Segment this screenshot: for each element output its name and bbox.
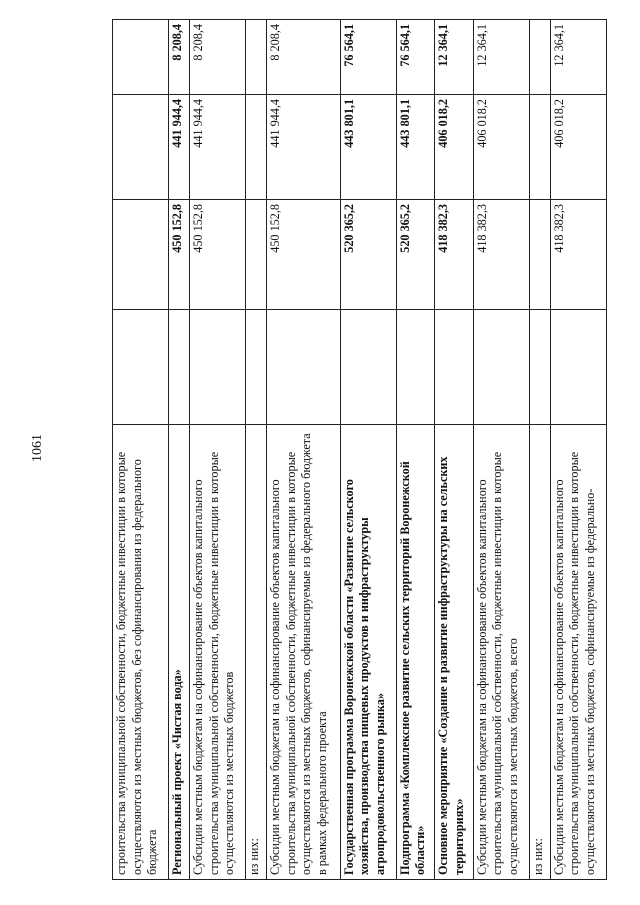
- table-row: [396, 20, 435, 880]
- value-1-cell: [113, 200, 169, 310]
- value-2-cell: 443 801,1: [396, 95, 435, 200]
- row-name-cell: Подпрограмма «Комплексное развитие сельских территорий Воронежской области»: [396, 425, 435, 880]
- row-name-cell: строительства муниципальной собственности, бюджетные инвестиции в которые осуществляются из местных бюджетов, без софинансирования из федерального бюджета: [113, 425, 169, 880]
- rotated-table-frame: [112, 20, 607, 880]
- table-row: [529, 20, 550, 880]
- value-3-cell: 8 208,4: [267, 20, 341, 95]
- value-1-cell: 520 365,2: [396, 200, 435, 310]
- value-3-cell: 76 564,1: [340, 20, 396, 95]
- table-row: [169, 20, 190, 880]
- row-name-cell: Субсидии местным бюджетам на софинансирование объектов капитального строительства муниципальной собственности, бюджетные инвестиции в которые осуществляются из местных бюджетов, софинансируемые из федерального бюджета в рамках федерального проекта: [267, 425, 341, 880]
- empty-cell: [529, 310, 550, 425]
- value-2-cell: 443 801,1: [340, 95, 396, 200]
- value-2-cell: 406 018,2: [550, 95, 606, 200]
- value-3-cell: [529, 20, 550, 95]
- value-1-cell: [529, 200, 550, 310]
- value-1-cell: 450 152,8: [267, 200, 341, 310]
- row-name-cell: Государственная программа Воронежской области «Развитие сельского хозяйства, производства пищевых продуктов и инфраструктуры агропродовольственного рынка»: [340, 425, 396, 880]
- empty-cell: [169, 310, 190, 425]
- value-1-cell: 418 382,3: [473, 200, 529, 310]
- row-name-cell: Субсидии местным бюджетам на софинансирование объектов капитального строительства муниципальной собственности, бюджетные инвестиции в которые осуществляются из местных бюджетов, всего: [473, 425, 529, 880]
- empty-cell: [550, 310, 606, 425]
- value-3-cell: 12 364,1: [435, 20, 474, 95]
- empty-cell: [267, 310, 341, 425]
- value-2-cell: 406 018,2: [473, 95, 529, 200]
- value-1-cell: 450 152,8: [190, 200, 246, 310]
- page-number: 1061: [30, 434, 45, 462]
- row-name-cell: Основное мероприятие «Создание и развитие инфраструктуры на сельских территориях»: [435, 425, 474, 880]
- table-row: [435, 20, 474, 880]
- value-3-cell: 12 364,1: [550, 20, 606, 95]
- value-1-cell: 418 382,3: [435, 200, 474, 310]
- value-3-cell: 8 208,4: [190, 20, 246, 95]
- empty-cell: [190, 310, 246, 425]
- table-row: [246, 20, 267, 880]
- empty-cell: [396, 310, 435, 425]
- row-name-cell: из них:: [529, 425, 550, 880]
- table-row: [113, 20, 169, 880]
- table-row: [340, 20, 396, 880]
- value-2-cell: 441 944,4: [190, 95, 246, 200]
- value-3-cell: 76 564,1: [396, 20, 435, 95]
- value-3-cell: [246, 20, 267, 95]
- value-1-cell: 418 382,3: [550, 200, 606, 310]
- value-2-cell: [113, 95, 169, 200]
- table-row: [267, 20, 341, 880]
- budget-table: [112, 19, 607, 880]
- value-2-cell: [529, 95, 550, 200]
- table-row: [473, 20, 529, 880]
- value-2-cell: 406 018,2: [435, 95, 474, 200]
- empty-cell: [340, 310, 396, 425]
- table-row: [190, 20, 246, 880]
- value-2-cell: 441 944,4: [267, 95, 341, 200]
- value-1-cell: 520 365,2: [340, 200, 396, 310]
- empty-cell: [435, 310, 474, 425]
- value-3-cell: 12 364,1: [473, 20, 529, 95]
- table-row: [550, 20, 606, 880]
- empty-cell: [113, 310, 169, 425]
- value-1-cell: [246, 200, 267, 310]
- row-name-cell: Региональный проект «Чистая вода»: [169, 425, 190, 880]
- value-3-cell: 8 208,4: [169, 20, 190, 95]
- value-3-cell: [113, 20, 169, 95]
- empty-cell: [473, 310, 529, 425]
- value-2-cell: [246, 95, 267, 200]
- row-name-cell: из них:: [246, 425, 267, 880]
- row-name-cell: Субсидии местным бюджетам на софинансирование объектов капитального строительства муниципальной собственности, бюджетные инвестиции в которые осуществляются из местных бюджетов: [190, 425, 246, 880]
- row-name-cell: Субсидии местным бюджетам на софинансирование объектов капитального строительства муниципальной собственности, бюджетные инвестиции в которые осуществляются из местных бюджетов, софинансируемые из федерально-: [550, 425, 606, 880]
- empty-cell: [246, 310, 267, 425]
- value-1-cell: 450 152,8: [169, 200, 190, 310]
- value-2-cell: 441 944,4: [169, 95, 190, 200]
